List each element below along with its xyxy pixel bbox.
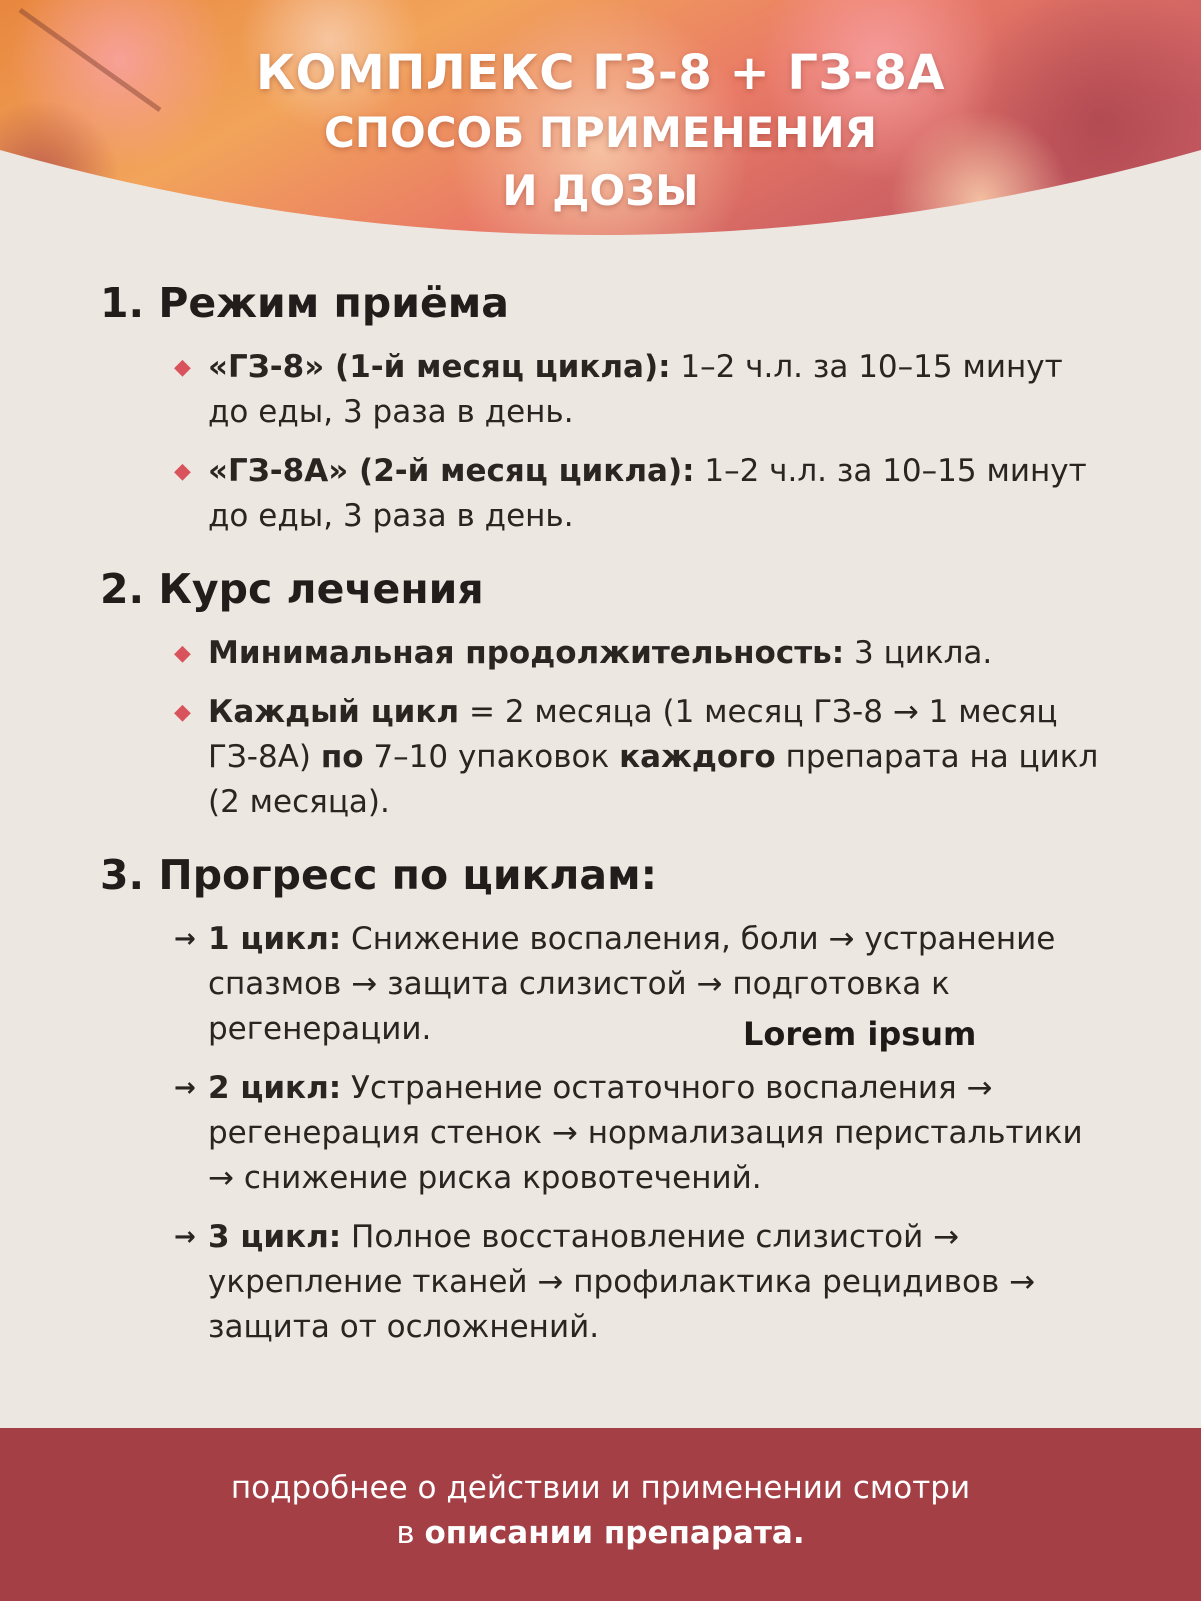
item-label: по xyxy=(320,739,364,775)
footer-prefix: в xyxy=(396,1515,425,1551)
item-text: 1–2 ч.л. за 10–15 минут до еды, 3 раза в день. xyxy=(208,349,1063,430)
diamond-bullet-icon: ◆ xyxy=(174,355,191,380)
header-banner xyxy=(0,0,1201,250)
section-title-progress: 3. Прогресс по циклам: xyxy=(100,851,657,899)
section-title-course: 2. Курс лечения xyxy=(100,565,484,613)
page-subtitle-2: И ДОЗЫ xyxy=(502,166,699,215)
list-item xyxy=(174,449,1100,539)
item-text: 1–2 ч.л. за 10–15 минут до еды, 3 раза в день. xyxy=(208,453,1087,534)
list-item xyxy=(174,345,1100,435)
diamond-bullet-icon: ◆ xyxy=(174,700,191,725)
item-label: «ГЗ-8» (1-й месяц цикла): xyxy=(208,349,671,385)
diamond-bullet-icon: ◆ xyxy=(174,641,191,666)
item-text: Полное восстановление слизистой → укрепление тканей → профилактика рецидивов → защита от осложнений. xyxy=(208,1219,1036,1345)
course-list xyxy=(100,631,1100,825)
item-label: «ГЗ-8А» (2-й месяц цикла): xyxy=(208,453,695,489)
item-label: Каждый цикл xyxy=(208,694,460,730)
regimen-list xyxy=(100,345,1100,539)
page-subtitle: СПОСОБ ПРИМЕНЕНИЯ xyxy=(324,108,877,157)
item-text: = 2 месяца (1 месяц ГЗ-8 → 1 месяц ГЗ-8А) xyxy=(208,694,1058,775)
item-label: Минимальная продолжительность: xyxy=(208,635,845,671)
arrow-bullet-icon: → xyxy=(174,1222,196,1252)
item-text: 3 цикла. xyxy=(844,635,993,671)
item-text: Снижение воспаления, боли → устранение спазмов → защита слизистой → подготовка к регенерации. xyxy=(208,921,1056,1047)
diamond-bullet-icon: ◆ xyxy=(174,459,191,484)
list-item xyxy=(174,631,1100,676)
list-item xyxy=(174,1066,1100,1201)
footer-link-text: описании препарата. xyxy=(424,1515,805,1551)
item-label: 3 цикл: xyxy=(208,1219,342,1255)
item-label: 2 цикл: xyxy=(208,1070,342,1106)
content xyxy=(100,275,1100,1372)
placeholder-label: Lorem ipsum xyxy=(743,1015,977,1053)
page-title: КОМПЛЕКС ГЗ-8 + ГЗ-8А xyxy=(255,45,946,101)
item-text: Устранение остаточного воспаления → регенерация стенок → нормализация перистальтики → снижение риска кровотечений. xyxy=(208,1070,1083,1196)
item-text: препарата на цикл (2 месяца). xyxy=(208,739,1099,820)
list-item xyxy=(174,1215,1100,1350)
list-item xyxy=(174,690,1100,825)
footer-banner xyxy=(0,1428,1201,1601)
arrow-bullet-icon: → xyxy=(174,924,196,954)
section-title-regimen: 1. Режим приёма xyxy=(100,279,509,327)
footer-line-1: подробнее о действии и применении смотри xyxy=(230,1470,971,1506)
progress-list xyxy=(100,917,1100,1350)
item-label: 1 цикл: xyxy=(208,921,342,957)
footer-line-2 xyxy=(0,1511,1201,1556)
item-text: 7–10 упаковок xyxy=(363,739,620,775)
arrow-bullet-icon: → xyxy=(174,1073,196,1103)
item-label: каждого xyxy=(619,739,776,775)
